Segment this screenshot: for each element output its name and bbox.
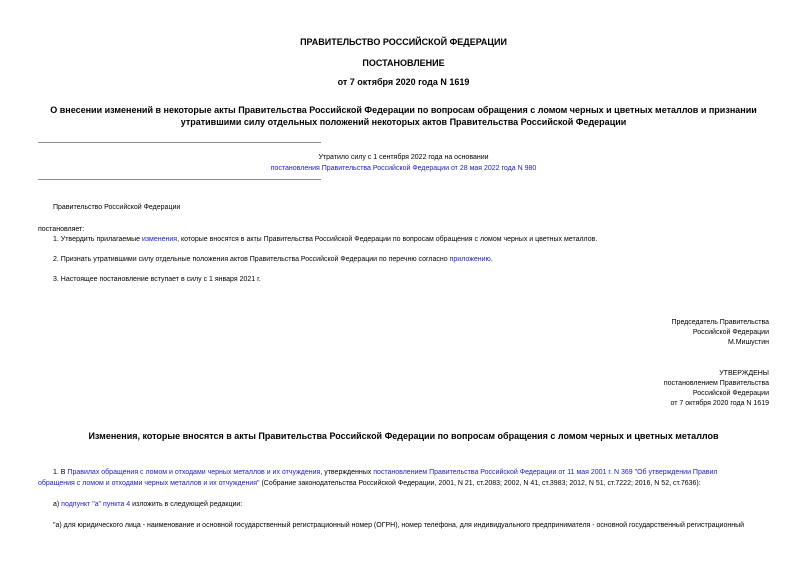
signature-country: Российской Федерации [692,329,769,336]
item-2-tail: . [490,256,493,263]
subparagraph-a [53,500,242,509]
status-note-link[interactable]: постановления Правительства Российской Федерации от 28 мая 2022 года N 980 [270,165,537,172]
quoted-text: "а) для юридического лица - наименование и основной государственный регистрационный номер (ОГРН), номер телефона, для индивидуального предпринимателя - основной государственный регистрационный [53,522,745,529]
approval-date: от 7 октября 2020 года N 1619 [670,400,769,407]
item-1 [53,235,597,244]
signature-position: Председатель Правительства [671,319,769,326]
paragraph-1-line-2 [38,479,701,488]
subparagraph-a-tail: изложить в следующей редакции: [130,501,243,508]
decree-369-link[interactable]: постановлением Правительства Российской Федерации от 11 мая 2001 г. N 369 "Об утверждении Правил [373,469,718,476]
status-note-line: Утратило силу с 1 сентября 2022 года на основании [318,154,489,161]
document-title-line-2: утратившими силу отдельных положений некоторых актов Правительства Российской Федерации [180,117,627,127]
item-2 [53,255,493,264]
government-heading: ПРАВИТЕЛЬСТВО РОССИЙСКОЙ ФЕДЕРАЦИИ [300,37,507,47]
item-1-text: 1. Утвердить прилагаемые [53,236,142,243]
decree-369-link-cont[interactable]: обращения с ломом и отходами черных металлов и их отчуждения" [38,480,260,487]
subparagraph-a-label: а) [53,501,62,508]
approval-country: Российской Федерации [692,390,769,397]
subparagraph-a-link[interactable]: подпункт "а" пункта 4 [61,501,131,508]
item-2-text: 2. Признать утратившими силу отдельные положения актов Правительства Российской Федерации по перечню согласно [53,256,450,263]
paragraph-1-tail: (Собрание законодательства Российской Федерации, 2001, N 21, ст.2083; 2002, N 41, ст.3983; 2012, N 51, ст.7222; 2016, N 52, ст.7636): [259,480,701,487]
changes-link[interactable]: изменения [141,236,178,243]
signature-name: М.Мишустин [727,339,769,346]
approval-title: УТВЕРЖДЕНЫ [719,370,769,377]
note-bottom-rule [38,179,321,180]
paragraph-1-number: 1. В [53,469,68,476]
appendix-link[interactable]: приложению [449,256,491,263]
decides-text: постановляет: [38,226,85,233]
item-1-tail: , которые вносятся в акты Правительства Российской Федерации по вопросам обращения с ломом черных и цветных металлов. [177,236,598,243]
issuer-text: Правительство Российской Федерации [53,204,181,211]
document-date-number: от 7 октября 2020 года N 1619 [337,77,470,87]
paragraph-1-line-1 [53,468,717,477]
approval-by: постановлением Правительства [663,380,769,387]
document-type: ПОСТАНОВЛЕНИЕ [362,58,445,68]
changes-heading: Изменения, которые вносятся в акты Правительства Российской Федерации по вопросам обращения с ломом черных и цветных металлов [88,431,719,441]
note-top-rule [38,142,321,143]
item-3: 3. Настоящее постановление вступает в силу с 1 января 2021 г. [53,276,261,283]
document-title-line-1: О внесении изменений в некоторые акты Правительства Российской Федерации по вопросам обращения с ломом черных и цветных металлов и признании [50,105,757,115]
ferrous-rules-link[interactable]: Правилах обращения с ломом и отходами черных металлов и их отчуждения [67,469,321,476]
paragraph-1-mid: , утвержденных [320,469,374,476]
